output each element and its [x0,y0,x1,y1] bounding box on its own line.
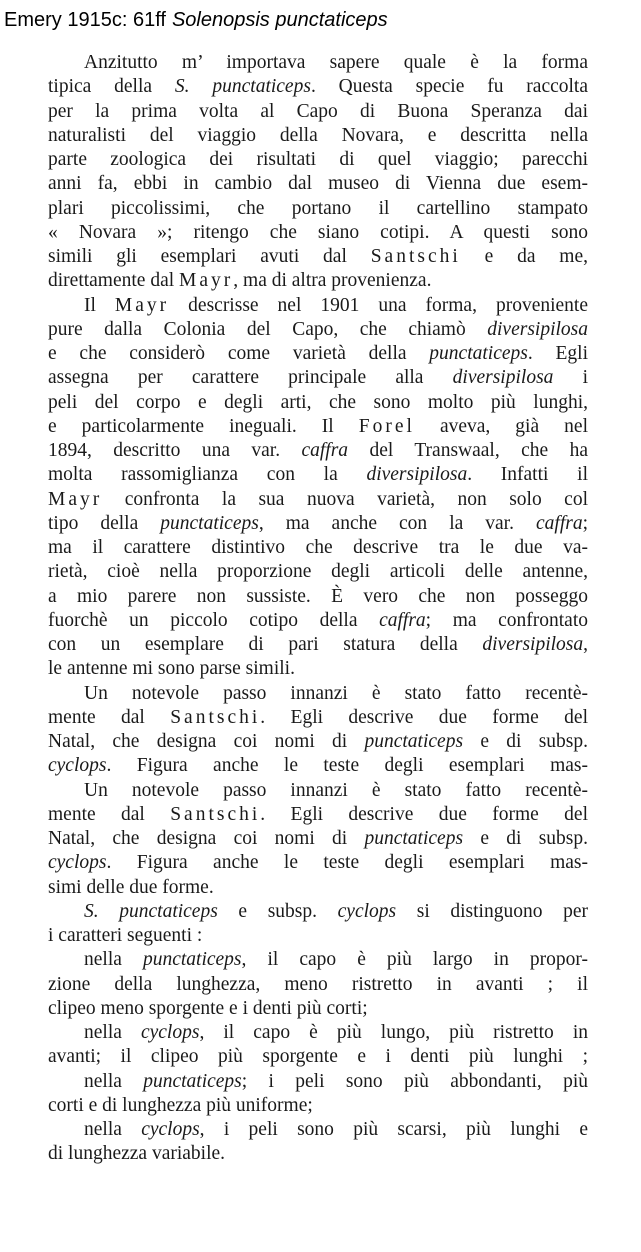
italic-term: cyclops [337,900,397,922]
citation-label: Emery 1915c: 61ff [4,9,166,31]
text-line [48,172,588,196]
text-line [48,75,588,99]
text-line [48,1142,588,1166]
author-name: Mayr [114,294,170,316]
italic-term: caffra [536,512,583,534]
text-segment: tipica della [48,76,175,98]
text-segment: i [553,367,589,389]
text-segment: fuorchè un piccolo cotipo della [48,609,380,631]
text-segment: aveva, già nel [414,415,588,437]
text-line [48,318,588,342]
text-line [48,1118,588,1142]
text-line [48,245,588,269]
text-segment: , [583,634,588,655]
text-segment: corti e di lunghezza più uniforme; [48,1094,313,1116]
text-line [48,463,588,487]
text-segment: pure dalla Colonia del Capo, che chiamò [48,318,488,340]
text-segment: peli del corpo e degli arti, che sono molto più lunghi, [48,391,588,413]
italic-term: caffra [301,440,349,461]
text-segment: clipeo meno sporgente e i denti più corti; [48,997,368,1019]
text-line [48,997,588,1021]
species-name: Solenopsis punctaticeps [171,9,388,31]
text-segment: 1894, descritto una var. [48,440,302,461]
text-line [48,391,588,415]
text-segment: Anzitutto m’ importava sapere quale è la forma [84,52,588,73]
text-line [48,221,588,245]
text-line [48,439,588,463]
text-segment: plari piccolissimi, che portano il cartellino stampato [48,197,588,219]
text-line [48,803,588,827]
text-segment: , il capo è più lungo, più ristretto in [199,1022,588,1043]
text-line [48,657,588,681]
text-line [48,269,588,293]
text-segment: del Transwaal, che ha [348,440,588,461]
text-segment: nella [84,1119,142,1140]
text-segment: zione della lunghezza, meno ristretto in avanti ; il [48,973,588,995]
author-name: Santschi [170,803,261,825]
text-line [48,585,588,609]
text-segment: descrisse nel 1901 una forma, proveniente [169,294,588,316]
italic-term: S. punctaticeps [84,900,218,922]
text-segment: e subsp. [217,900,338,922]
text-line [48,512,588,536]
text-segment: avanti; il clipeo più sporgente e i denti più lunghi ; [48,1046,588,1068]
italic-term: punctaticeps [429,343,528,364]
text-line [48,827,588,851]
text-segment: nella [84,949,143,971]
text-segment: di lunghezza variabile. [48,1143,226,1165]
text-segment: molta rassomiglianza con la [48,464,367,486]
author-name: Santschi [170,706,261,728]
text-segment: Un notevole passo innanzi è stato fatto recentè- [84,682,588,704]
text-segment: Il [84,294,115,316]
text-segment: per la prima volta al Capo di Buona Speranza dai [48,100,588,122]
text-line [48,754,588,778]
page-header [4,8,388,32]
text-segment: e che considerò come varietà della [48,343,430,364]
text-segment: assegna per carattere principale alla [48,367,453,389]
italic-term: diversipilosa [452,367,554,389]
italic-term: diversipilosa [366,464,468,486]
author-name: Santschi [370,246,461,267]
text-segment: e di subsp. [463,828,589,849]
text-segment: . Egli [527,343,588,364]
text-segment: , ma anche con la var. [258,512,536,534]
text-line [48,1094,588,1118]
text-line [48,415,588,439]
text-line [48,536,588,560]
text-segment: tipo della [48,512,161,534]
text-segment: con un esemplare di pari statura della [48,634,483,655]
italic-term: cyclops [140,1022,200,1043]
italic-term: S. punctaticeps [174,76,311,98]
text-line [48,1021,588,1045]
text-line [48,706,588,730]
text-segment: . Figura anche le teste degli esemplari mas- [106,852,588,874]
text-segment: ; [582,512,589,534]
text-segment: mente dal [48,706,171,728]
text-segment: mente dal [48,803,171,825]
text-line [48,876,588,900]
text-segment: le antenne mi sono parse simili. [48,658,295,680]
text-segment: . Egli descrive due forme del [260,803,589,825]
italic-term: caffra [379,609,426,631]
text-segment: confronta la sua nuova varietà, non solo col [102,488,588,510]
italic-term: cyclops [48,755,107,777]
text-segment: . Infatti il [467,464,588,486]
text-segment: e da me, [460,246,588,267]
text-line [48,197,588,221]
text-segment: e particolarmente ineguali. Il [48,415,359,437]
text-line [48,900,588,924]
text-segment: , il capo è più largo in propor- [241,949,588,971]
text-segment: naturalisti del viaggio della Novara, e descritta nella [48,124,588,146]
text-line [48,779,588,803]
text-segment: nella [84,1070,144,1092]
text-segment: si distinguono per [396,900,588,922]
text-line [48,633,588,657]
italic-term: punctaticeps [160,512,259,534]
text-segment: Un notevole passo innanzi è stato fatto recentè- [84,779,588,801]
italic-term: cyclops [48,852,107,874]
text-line [48,488,588,512]
text-line [48,924,588,948]
text-segment: e di subsp. [463,731,589,752]
text-segment: i caratteri seguenti : [48,925,203,946]
text-segment: a mio parere non sussiste. È vero che non posseggo [48,585,588,607]
text-segment: nella [84,1022,141,1043]
text-line [48,560,588,584]
text-segment: . Egli descrive due forme del [260,706,589,728]
text-line [48,1070,588,1094]
text-line [48,973,588,997]
text-line [48,851,588,875]
text-segment: ; i peli sono più abbondanti, più [241,1070,588,1092]
scanned-text-page [48,51,588,1167]
text-line [48,730,588,754]
italic-term: punctaticeps [142,949,242,971]
text-segment: rietà, cioè nella proporzione degli articoli delle antenne, [48,561,588,583]
text-line [48,1045,588,1069]
italic-term: diversipilosa [482,634,584,655]
text-line [48,124,588,148]
text-line [48,609,588,633]
text-segment: Natal, che designa coi nomi di [48,731,365,752]
text-segment: . Figura anche le teste degli esemplari mas- [106,755,588,777]
text-segment: « Novara »; ritengo che siano cotipi. A questi sono [48,221,588,243]
text-segment: , i peli sono più scarsi, più lunghi e [199,1119,588,1140]
text-line [48,948,588,972]
italic-term: punctaticeps [364,828,464,849]
text-line [48,148,588,172]
text-segment: , ma di altra provenienza. [233,270,432,292]
text-line [48,682,588,706]
text-line [48,366,588,390]
text-segment: Natal, che designa coi nomi di [48,828,365,849]
text-segment: ma il carattere distintivo che descrive tra le due va- [48,537,588,558]
text-line [48,294,588,318]
author-name: Mayr [48,488,103,510]
text-segment: simi delle due forme. [48,876,214,898]
text-segment: simili gli esemplari avuti dal [48,246,371,267]
text-line [48,51,588,75]
italic-term: diversipilosa [487,318,588,340]
text-segment: direttamente dal [48,270,180,292]
text-segment: parte zoologica dei risultati di quel viaggio; parecchi [48,149,588,170]
author-name: Forel [358,415,415,437]
italic-term: punctaticeps [364,731,464,752]
text-line [48,342,588,366]
italic-term: cyclops [141,1119,200,1140]
text-segment: ; ma confrontato [425,609,588,631]
text-line [48,100,588,124]
text-segment: anni fa, ebbi in cambio dal museo di Vienna due esem- [48,173,588,195]
italic-term: punctaticeps [143,1070,242,1092]
text-segment: . Questa specie fu raccolta [310,76,588,98]
author-name: Mayr [179,270,234,292]
